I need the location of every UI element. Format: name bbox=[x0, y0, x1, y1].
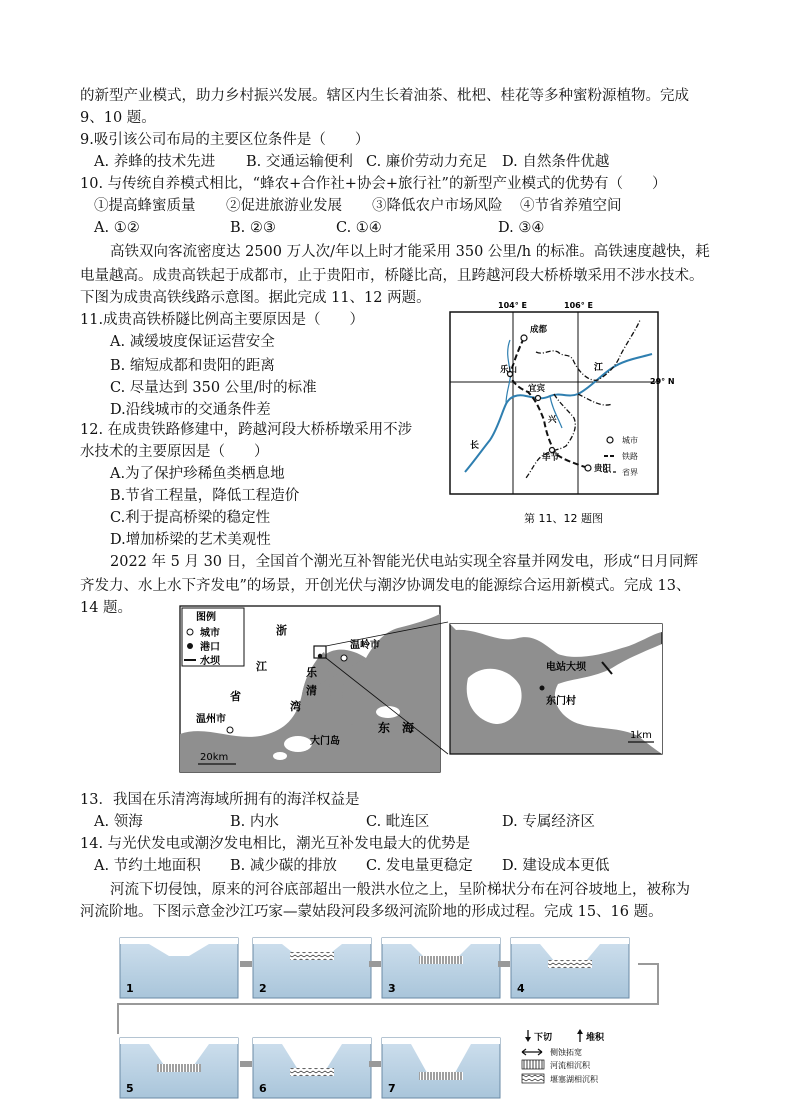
rail-intro-1: 高铁双向客流密度达 2500 万人次/年以上时才能采用 350 公里/h 的标准。高铁速度越快，耗 bbox=[110, 244, 710, 260]
q10-item-4: ④节省养殖空间 bbox=[520, 198, 622, 214]
q12-option-c: C.利于提高桥梁的稳定性 bbox=[110, 510, 271, 526]
q10-option-b: B. ②③ bbox=[230, 220, 276, 236]
tide-intro-3: 14 题。 bbox=[80, 600, 133, 616]
terrace-step-label: 7 bbox=[388, 1082, 396, 1095]
q10-item-3: ③降低农户市场风险 bbox=[372, 198, 503, 214]
terrace-panel-3 bbox=[382, 938, 500, 998]
label-bijie: 毕节 bbox=[542, 453, 560, 463]
terrace-panel-6 bbox=[253, 1038, 371, 1098]
map2-legend-port: 港口 bbox=[200, 642, 220, 653]
city-guiyang bbox=[585, 465, 591, 471]
map1-frame bbox=[450, 312, 658, 494]
map2-legend-dam: 水坝 bbox=[200, 656, 220, 667]
label-wenzhou: 温州市 bbox=[196, 714, 226, 725]
terrace-panel-4 bbox=[511, 938, 629, 998]
q14-option-a: A. 节约土地面积 bbox=[94, 858, 201, 874]
legend-downcut: 下切 bbox=[534, 1033, 553, 1043]
terrace-intro-2: 河流阶地。下图示意金沙江巧家—蒙姑段河段多级河流阶地的形成过程。完成 15、16 题。 bbox=[80, 904, 663, 920]
q11-option-a: A. 减缓坡度保证运营安全 bbox=[110, 334, 275, 350]
label-chengdu: 成都 bbox=[530, 325, 548, 335]
terrace-step-label: 2 bbox=[259, 982, 267, 995]
terrace-panel-7 bbox=[382, 1038, 500, 1098]
label-scale-1km: 1km bbox=[630, 730, 652, 741]
legend-fluvial: 河流相沉积 bbox=[550, 1061, 590, 1070]
q14-option-d: D. 建设成本更低 bbox=[502, 858, 610, 874]
label-dam: 电站大坝 bbox=[546, 662, 586, 673]
q11-stem: 11.成贵高铁桥隧比例高主要原因是（ ） bbox=[80, 312, 365, 328]
q14-stem: 14. 与光伏发电或潮汐发电相比，潮光互补发电最大的优势是 bbox=[80, 836, 471, 852]
label-leshan: 乐山 bbox=[500, 365, 518, 375]
legend-city: 城市 bbox=[622, 436, 638, 445]
label-zhe: 浙 bbox=[276, 624, 287, 637]
intro-line-1: 的新型产业模式，助力乡村振兴发展。辖区内生长着油茶、枇杷、桂花等多种蜜粉源植物。完成 bbox=[80, 88, 689, 104]
label-chang: 长 bbox=[470, 441, 480, 451]
city-yibin bbox=[536, 396, 541, 401]
q10-item-1: ①提高蜂蜜质量 bbox=[94, 198, 196, 214]
terrace-diagram bbox=[118, 934, 678, 1104]
label-village: 东门村 bbox=[546, 696, 576, 707]
terrace-step-label: 1 bbox=[126, 982, 134, 995]
q13-option-c: C. 毗连区 bbox=[366, 814, 430, 830]
legend-boundary: 省界 bbox=[622, 468, 638, 477]
label-yibin: 宜宾 bbox=[528, 384, 546, 394]
q10-option-a: A. ①② bbox=[94, 220, 140, 236]
map1-lon1: 104° E bbox=[498, 301, 527, 310]
rail-intro-3: 下图为成贵高铁线路示意图。据此完成 11、12 两题。 bbox=[80, 290, 431, 306]
rail-map bbox=[440, 300, 675, 525]
legend-rail: 铁路 bbox=[622, 452, 638, 461]
map1-caption: 第 11、12 题图 bbox=[524, 512, 603, 525]
q9-option-d: D. 自然条件优越 bbox=[502, 154, 610, 170]
terrace-panel-1 bbox=[120, 938, 238, 998]
q13-option-b: B. 内水 bbox=[230, 814, 279, 830]
q11-option-d: D.沿线城市的交通条件差 bbox=[110, 402, 271, 418]
legend-deposit: 堆积 bbox=[586, 1033, 605, 1043]
map1-lat: 29° N bbox=[650, 377, 675, 386]
label-jiang: 江 bbox=[594, 363, 604, 373]
city-bijie bbox=[550, 448, 555, 453]
terrace-panel-2 bbox=[253, 938, 371, 998]
q11-option-c: C. 尽量达到 350 公里/时的标准 bbox=[110, 380, 317, 396]
rail-intro-2: 电量越高。成贵高铁起于成都市，止于贵阳市，桥隧比高，且跨越河段大桥桥墩采用不涉水技术。 bbox=[80, 268, 704, 284]
q14-option-b: B. 减少碳的排放 bbox=[230, 858, 337, 874]
q13-option-a: A. 领海 bbox=[94, 814, 143, 830]
label-scale-20km: 20km bbox=[200, 752, 229, 763]
q10-option-c: C. ①④ bbox=[336, 220, 382, 236]
tide-intro-2: 齐发力、水上水下齐发电”的场景，开创光伏与潮汐协调发电的能源综合运用新模式。完成 13、 bbox=[80, 578, 691, 594]
label-wan: 湾 bbox=[290, 700, 301, 713]
q10-stem: 10. 与传统自养模式相比，“蜂农+合作社+协会+旅行社”的新型产业模式的优势有（ ） bbox=[80, 176, 667, 192]
terrace-panel-5 bbox=[120, 1038, 238, 1098]
map2-legend-city: 城市 bbox=[200, 628, 220, 639]
label-damen: 大门岛 bbox=[310, 736, 340, 747]
label-wenling: 温岭市 bbox=[350, 640, 380, 651]
label-sheng: 省 bbox=[230, 690, 241, 703]
intro-line-2: 9、10 题。 bbox=[80, 110, 156, 126]
q12-stem-1: 12. 在成贵铁路修建中，跨越河段大桥桥墩采用不涉 bbox=[80, 422, 413, 438]
terrace-step-label: 4 bbox=[517, 982, 525, 995]
label-xing: 兴 bbox=[548, 415, 557, 425]
q11-option-b: B. 缩短成都和贵阳的距离 bbox=[110, 358, 275, 374]
label-qing: 清 bbox=[306, 684, 317, 697]
q13-option-d: D. 专属经济区 bbox=[502, 814, 595, 830]
q9-option-c: C. 廉价劳动力充足 bbox=[366, 154, 488, 170]
label-jiang2: 江 bbox=[256, 660, 267, 673]
q13-stem: 13．我国在乐清湾海域所拥有的海洋权益是 bbox=[80, 792, 360, 808]
city-chengdu bbox=[521, 335, 527, 341]
q10-option-d: D. ③④ bbox=[498, 220, 545, 236]
q12-option-d: D.增加桥梁的艺术美观性 bbox=[110, 532, 271, 548]
yueqing-bay-map bbox=[178, 604, 666, 776]
tide-intro-1: 2022 年 5 月 30 日，全国首个潮光互补智能光伏电站实现全容量并网发电，形成“日月同辉 bbox=[110, 554, 699, 570]
legend-lateral: 侧蚀拓宽 bbox=[550, 1048, 582, 1057]
map2-legend-title: 图例 bbox=[196, 612, 216, 623]
legend-lake: 堰塞湖相沉积 bbox=[550, 1075, 598, 1084]
q12-stem-2: 水技术的主要原因是（ ） bbox=[80, 444, 269, 460]
terrace-step-label: 3 bbox=[388, 982, 396, 995]
terrace-intro-1: 河流下切侵蚀，原来的河谷底部超出一般洪水位之上，呈阶梯状分布在河谷坡地上，被称为 bbox=[110, 882, 690, 898]
q9-option-a: A. 养蜂的技术先进 bbox=[94, 154, 216, 170]
q9-stem: 9.吸引该公司布局的主要区位条件是（ ） bbox=[80, 132, 370, 148]
legend-city-icon bbox=[607, 437, 613, 443]
label-donghai: 东 海 bbox=[378, 721, 415, 735]
terrace-legend bbox=[522, 1029, 605, 1084]
q12-option-a: A.为了保护珍稀鱼类栖息地 bbox=[110, 466, 285, 482]
q10-item-2: ②促进旅游业发展 bbox=[226, 198, 342, 214]
label-guiyang: 贵阳 bbox=[594, 464, 612, 474]
label-yue: 乐 bbox=[306, 666, 317, 679]
map1-lon2: 106° E bbox=[564, 301, 593, 310]
q12-option-b: B.节省工程量，降低工程造价 bbox=[110, 488, 300, 504]
terrace-step-label: 5 bbox=[126, 1082, 134, 1095]
terrace-step-label: 6 bbox=[259, 1082, 267, 1095]
q9-option-b: B. 交通运输便利 bbox=[246, 154, 353, 170]
q14-option-c: C. 发电量更稳定 bbox=[366, 858, 473, 874]
